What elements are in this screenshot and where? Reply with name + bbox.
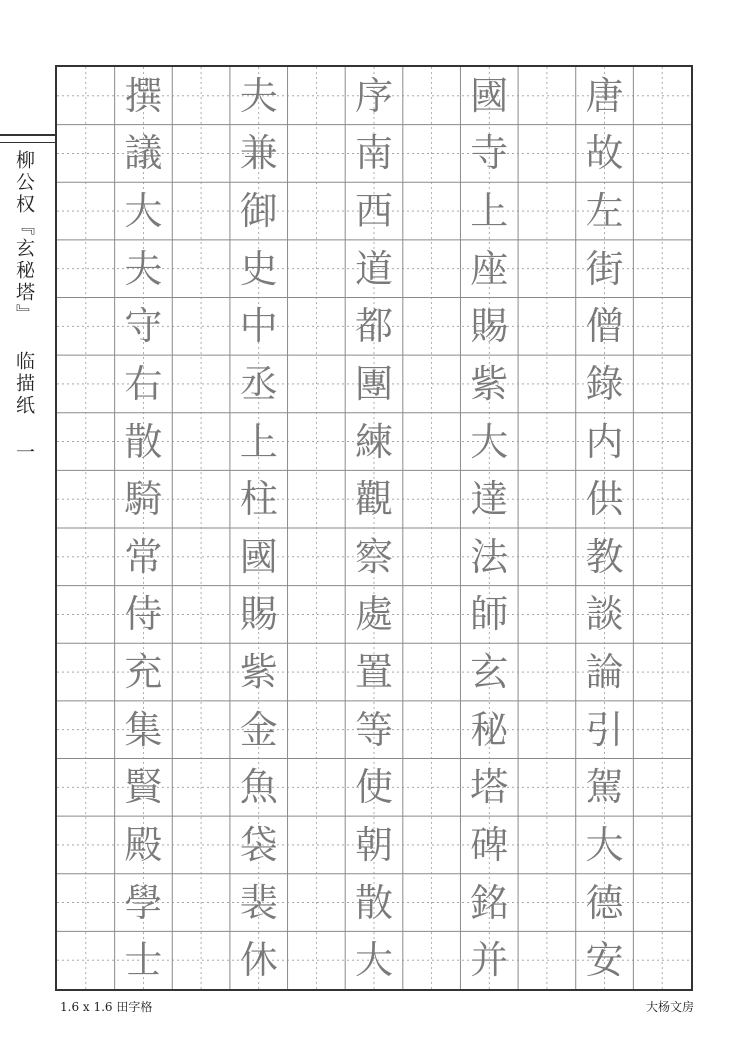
tracing-character: 夫	[239, 73, 278, 118]
tracing-character: 練	[354, 419, 393, 464]
tracing-character: 議	[124, 131, 163, 176]
tracing-character: 紫	[470, 361, 509, 406]
tracing-character: 散	[124, 419, 163, 464]
tracing-character: 碑	[470, 822, 509, 867]
tracing-character: 團	[354, 361, 393, 406]
tracing-character: 金	[239, 707, 278, 752]
text-column	[345, 67, 403, 989]
tracing-character: 處	[354, 592, 393, 637]
tracing-character: 内	[585, 419, 624, 464]
tracing-character: 使	[354, 765, 393, 810]
tracing-character: 朝	[354, 822, 393, 867]
tracing-character: 置	[354, 650, 393, 695]
tracing-character: 袋	[239, 822, 278, 867]
tracing-character: 僧	[585, 304, 624, 349]
tracing-character: 論	[585, 650, 624, 695]
tracing-character: 常	[124, 534, 163, 579]
tracing-character: 錄	[585, 361, 624, 406]
tracing-character: 秘	[470, 707, 509, 752]
tracing-character: 唐	[585, 73, 624, 118]
tracing-character: 左	[585, 189, 624, 234]
tracing-character: 故	[585, 131, 624, 176]
tracing-character: 大	[470, 419, 509, 464]
tracing-character: 法	[470, 534, 509, 579]
tracing-character: 魚	[239, 765, 278, 810]
tracing-character: 寺	[470, 131, 509, 176]
tracing-character: 上	[470, 189, 509, 234]
tracing-character: 賜	[470, 304, 509, 349]
text-column	[115, 67, 173, 989]
tracing-character: 集	[124, 707, 163, 752]
tracing-character: 賢	[124, 765, 163, 810]
sheet-title: 柳公权『玄秘塔』 临描纸 一	[13, 150, 35, 464]
tracing-character: 談	[585, 592, 624, 637]
text-column	[576, 67, 634, 989]
tracing-character: 引	[585, 707, 624, 752]
tracing-character: 裴	[239, 880, 278, 925]
tracing-character: 大	[124, 189, 163, 234]
text-column	[460, 67, 518, 989]
tracing-character: 教	[585, 534, 624, 579]
tracing-character: 大	[585, 822, 624, 867]
side-rule-bottom	[0, 142, 56, 143]
tracing-character: 駕	[585, 765, 624, 810]
tracing-character: 塔	[470, 765, 509, 810]
tracing-character: 撰	[124, 73, 163, 118]
tracing-character: 散	[354, 880, 393, 925]
tracing-character: 達	[470, 477, 509, 522]
tracing-character: 守	[124, 304, 163, 349]
tracing-character: 柱	[239, 477, 278, 522]
tracing-character: 丞	[239, 361, 278, 406]
tracing-character: 街	[585, 246, 624, 291]
tracing-character: 玄	[470, 650, 509, 695]
text-column	[230, 67, 288, 989]
tracing-character: 等	[354, 707, 393, 752]
tracing-character: 都	[354, 304, 393, 349]
tracing-character: 道	[354, 246, 393, 291]
tracing-character: 德	[585, 880, 624, 925]
tracing-character: 國	[470, 73, 509, 118]
tracing-character: 大	[354, 938, 393, 983]
publisher-label: 大杨文房	[645, 1000, 694, 1014]
tracing-character: 并	[470, 938, 509, 983]
tracing-character: 觀	[354, 477, 393, 522]
tracing-character: 西	[354, 189, 393, 234]
tracing-character: 中	[239, 304, 278, 349]
tracing-character: 賜	[239, 592, 278, 637]
tracing-character: 供	[585, 477, 624, 522]
tracing-character: 察	[354, 534, 393, 579]
tracing-character: 南	[354, 131, 393, 176]
tracing-character: 殿	[124, 822, 163, 867]
tracing-character: 學	[124, 880, 163, 925]
tracing-character: 國	[239, 534, 278, 579]
tracing-character: 士	[124, 938, 163, 983]
tracing-character: 騎	[124, 477, 163, 522]
tracing-character: 師	[470, 592, 509, 637]
tracing-character: 紫	[239, 650, 278, 695]
tracing-character: 座	[470, 246, 509, 291]
tracing-character: 右	[124, 361, 163, 406]
tracing-character: 上	[239, 419, 278, 464]
tracing-character: 御	[239, 189, 278, 234]
side-rule-top	[0, 134, 56, 136]
tracing-character: 夫	[124, 246, 163, 291]
tracing-character: 充	[124, 650, 163, 695]
tracing-character: 安	[585, 938, 624, 983]
tracing-character: 序	[354, 73, 393, 118]
tracing-character: 史	[239, 246, 278, 291]
tracing-character: 銘	[470, 880, 509, 925]
tracing-character: 兼	[239, 131, 278, 176]
grid-size-label: 1.6 x 1.6 田字格	[60, 1000, 153, 1014]
tracing-character: 休	[239, 938, 278, 983]
tracing-character: 侍	[124, 592, 163, 637]
